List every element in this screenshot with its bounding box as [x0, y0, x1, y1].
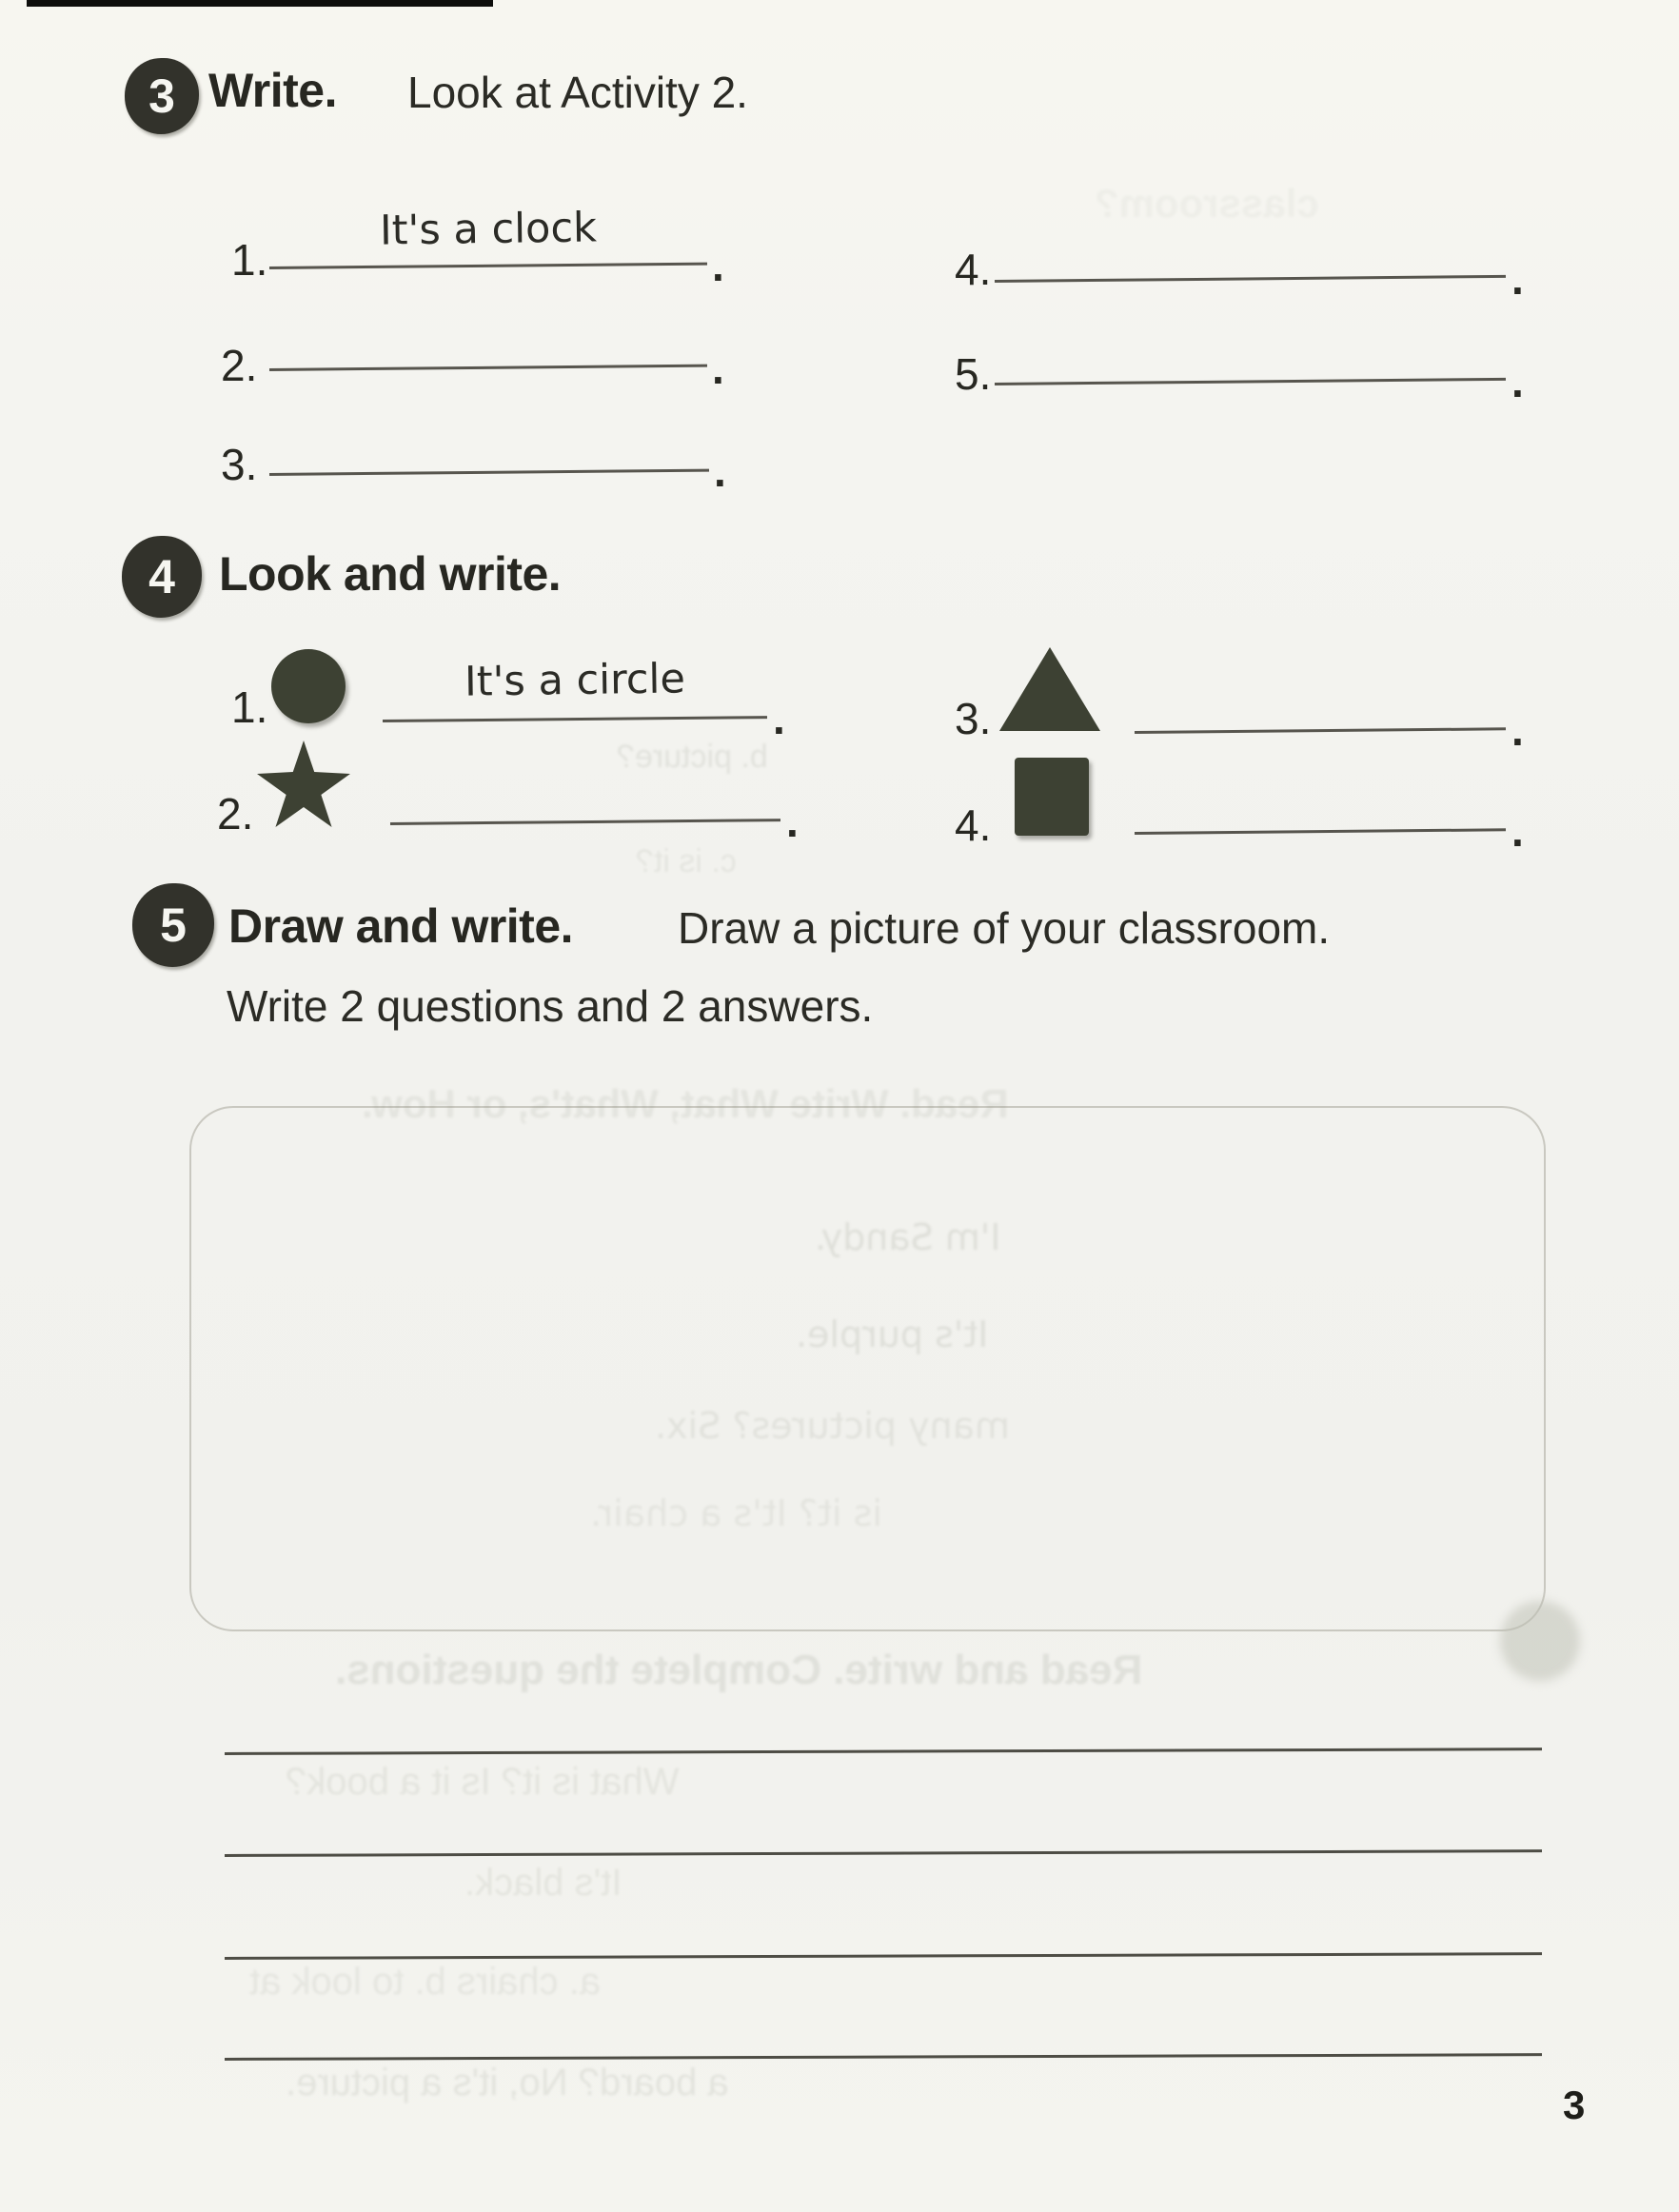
activity-5-title: Draw and write. [228, 899, 574, 953]
activity-4-item-1-blank [383, 716, 767, 722]
activity-3-badge: 3 [125, 58, 199, 134]
show-through-badge [1500, 1601, 1580, 1681]
activity-3-item-1-answer: It's a clock [379, 204, 598, 255]
activity-3-item-4-number: 4. [955, 245, 992, 294]
show-through-text: a. chairs b. to look at [249, 1961, 602, 2003]
show-through-text: Read. Write What, What's, or How. [362, 1081, 1009, 1126]
activity-3-item-3-number: 3. [221, 440, 258, 489]
activity-3-item-5-number: 5. [955, 349, 992, 399]
activity-3-item-2-period: . [712, 344, 724, 393]
activity-4-item-4-number: 4. [955, 800, 992, 850]
activity-4-item-1-period: . [773, 694, 785, 743]
activity-3-item-3-period: . [714, 446, 726, 496]
triangle-shape-icon [999, 647, 1100, 731]
show-through-text: It's purple. [796, 1313, 989, 1355]
activity-5-instruction-2: Write 2 questions and 2 answers. [227, 981, 874, 1031]
activity-4-badge: 4 [122, 536, 202, 618]
activity-3-item-4-blank [995, 275, 1506, 283]
activity-3-item-1-blank [269, 263, 707, 269]
activity-3-item-3-blank [269, 469, 709, 476]
show-through-text: is it? It's a chair. [590, 1492, 882, 1534]
show-through-text: c. is it? [636, 843, 737, 879]
star-shape-icon [255, 741, 352, 836]
activity-5-badge: 5 [132, 883, 214, 967]
writing-line-1 [225, 1748, 1542, 1755]
writing-line-3 [225, 1952, 1542, 1960]
activity-4-item-3-blank [1135, 727, 1506, 734]
activity-4-item-1-answer: It's a circle [464, 655, 686, 706]
page-number: 3 [1563, 2083, 1586, 2127]
show-through-text: classroom? [1095, 181, 1319, 226]
activity-4-item-3-number: 3. [955, 694, 992, 743]
scan-edge-bar [27, 0, 493, 7]
activity-3-item-5-blank [995, 378, 1506, 385]
activity-4-item-1-number: 1. [231, 682, 268, 732]
show-through-text: Read and write. Complete the questions. [335, 1647, 1143, 1693]
activity-3-item-4-period: . [1511, 254, 1524, 304]
show-through-text: b. picture? [617, 739, 768, 775]
writing-line-4 [225, 2053, 1542, 2061]
activity-3-item-2-blank [269, 365, 707, 371]
show-through-text: a board? No, it's a picture. [286, 2062, 729, 2103]
activity-4-item-3-period: . [1511, 705, 1524, 755]
activity-4-item-4-period: . [1511, 806, 1524, 856]
activity-4-item-2-number: 2. [217, 789, 254, 839]
show-through-text: What is it? Is it a book? [286, 1761, 680, 1803]
activity-3-item-1-number: 1. [231, 235, 268, 285]
activity-4-item-2-period: . [786, 797, 799, 846]
square-shape-icon [1015, 758, 1089, 836]
drawing-box [189, 1106, 1546, 1631]
writing-line-2 [225, 1849, 1542, 1857]
show-through-text: I'm Sandy. [815, 1216, 1001, 1258]
activity-4-title: Look and write. [219, 547, 562, 601]
activity-3-item-5-period: . [1511, 357, 1524, 406]
activity-4-item-2-blank [390, 819, 780, 825]
activity-3-item-2-number: 2. [221, 341, 258, 390]
activity-3-item-1-period: . [712, 241, 724, 290]
show-through-text: many pictures? Six. [655, 1405, 1010, 1447]
show-through-text: It's black. [464, 1862, 622, 1904]
activity-3-title: Write. [208, 64, 337, 117]
activity-4-item-4-blank [1135, 828, 1506, 835]
activity-3-instruction: Look at Activity 2. [407, 68, 748, 117]
activity-5-instruction-1: Draw a picture of your classroom. [678, 903, 1331, 953]
circle-shape-icon [271, 649, 346, 723]
